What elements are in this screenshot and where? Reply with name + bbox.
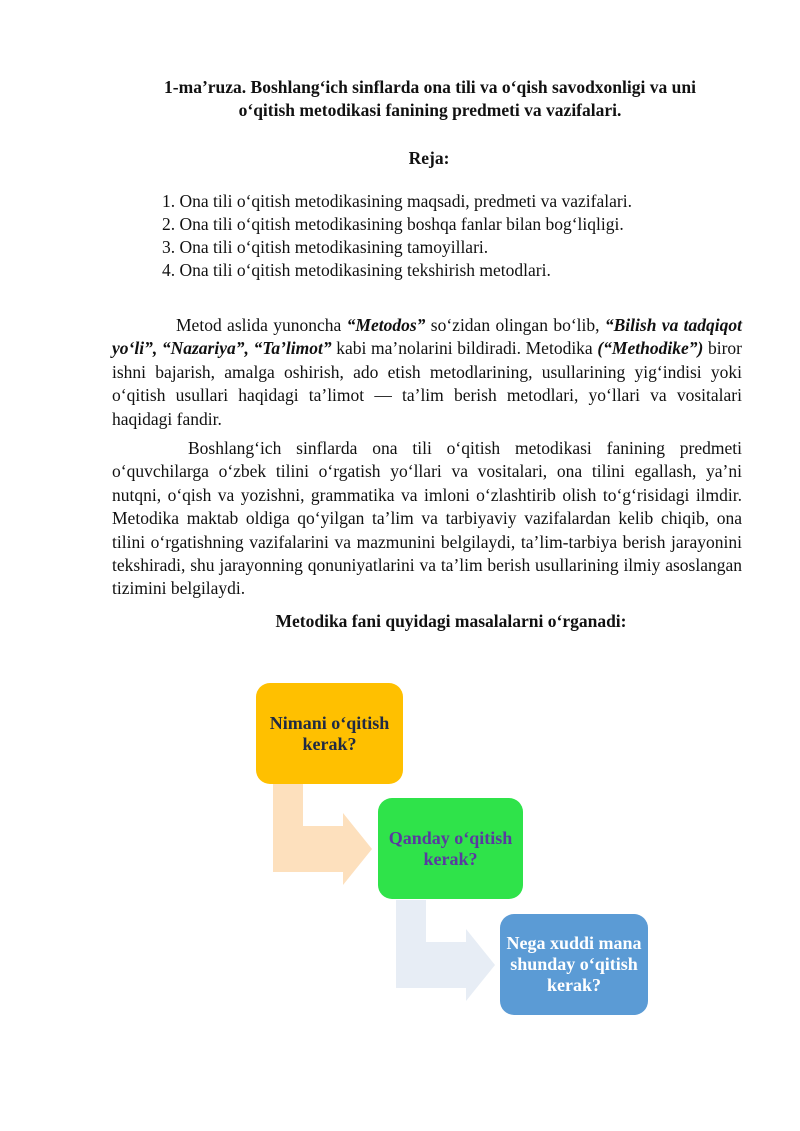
para1-text: Metod aslida yunoncha xyxy=(176,315,347,335)
para1-term-metodos: “Metodos” xyxy=(346,315,426,335)
para1-terms: “Bilish va tadqiqot yo‘li”, “Nazariya”, “Ta’limot” xyxy=(112,315,743,359)
plan-heading: Reja: xyxy=(408,148,450,168)
plan-item: 2. Ona tili o‘qitish metodikasining boshqa fanlar bilan bog‘liqligi. xyxy=(162,214,624,234)
plan-item: 4. Ona tili o‘qitish metodikasining tekshirish metodlari. xyxy=(162,260,551,280)
title-line-1: 1-ma’ruza. Boshlang‘ich sinflarda ona tili va o‘qish savodxonligi va uni xyxy=(164,77,696,97)
step-why-label: Nega xuddi mana shunday o‘qitish kerak? xyxy=(506,933,642,995)
bent-arrow-1 xyxy=(273,784,372,885)
para1-text: biror ishni bajarish, amalga oshirish, ado etish metodlarining, usullarining yig‘indisi yoki o‘qitish usullari haqidagi ta’limot — ta’lim berish metodlari, yo‘llari va vositalari haqidagi fandir. xyxy=(112,338,742,429)
plan-item: 1. Ona tili o‘qitish metodikasining maqsadi, predmeti va vazifalari. xyxy=(162,191,632,211)
bent-arrow-2 xyxy=(396,900,495,1001)
diagram-step-why xyxy=(500,914,648,1015)
diagram-step-what xyxy=(256,683,403,784)
title-line-2: o‘qitish metodikasi fanining predmeti va vazifalari. xyxy=(238,100,622,120)
para1-term-methodike: (“Methodike”) xyxy=(597,338,704,359)
plan-item: 3. Ona tili o‘qitish metodikasining tamoyillari. xyxy=(162,237,489,257)
para1-text: so‘zidan olingan bo‘lib, xyxy=(425,315,605,335)
diagram-step-how xyxy=(378,798,523,899)
step-how-label: Qanday o‘qitish kerak? xyxy=(388,827,513,869)
para1-text: kabi ma’nolarini bildiradi. Metodika xyxy=(331,338,598,359)
paragraph-subject: Boshlang‘ich sinflarda ona tili o‘qitish metodikasi fanining predmeti o‘quvchilarga o‘zbek tilini o‘rgatish yo‘llari va vositalari, ona tilini egallash, ya’ni nutqni, o‘qish va yozishni, grammatika va imloni o‘zlashtirib olish to‘g‘risidagi ilmdir. Metodika maktab oldiga qo‘yilgan ta’lim va tarbiyaviy vazifalardan kelib chiqib, ona tilini o‘rgatishning vazifalarini va mazmunini belgilaydi, ta’lim-tarbiya berish jarayonini tekshiradi, shu jarayonning qonuniyatlarini va ta’lim berish usullarining ilmiy asoslangan tizimini belgilaydi. xyxy=(112,438,742,599)
diagram-heading: Metodika fani quyidagi masalalarni o‘rganadi: xyxy=(275,611,627,631)
step-what-label: Nimani o‘qitish kerak? xyxy=(269,712,390,754)
